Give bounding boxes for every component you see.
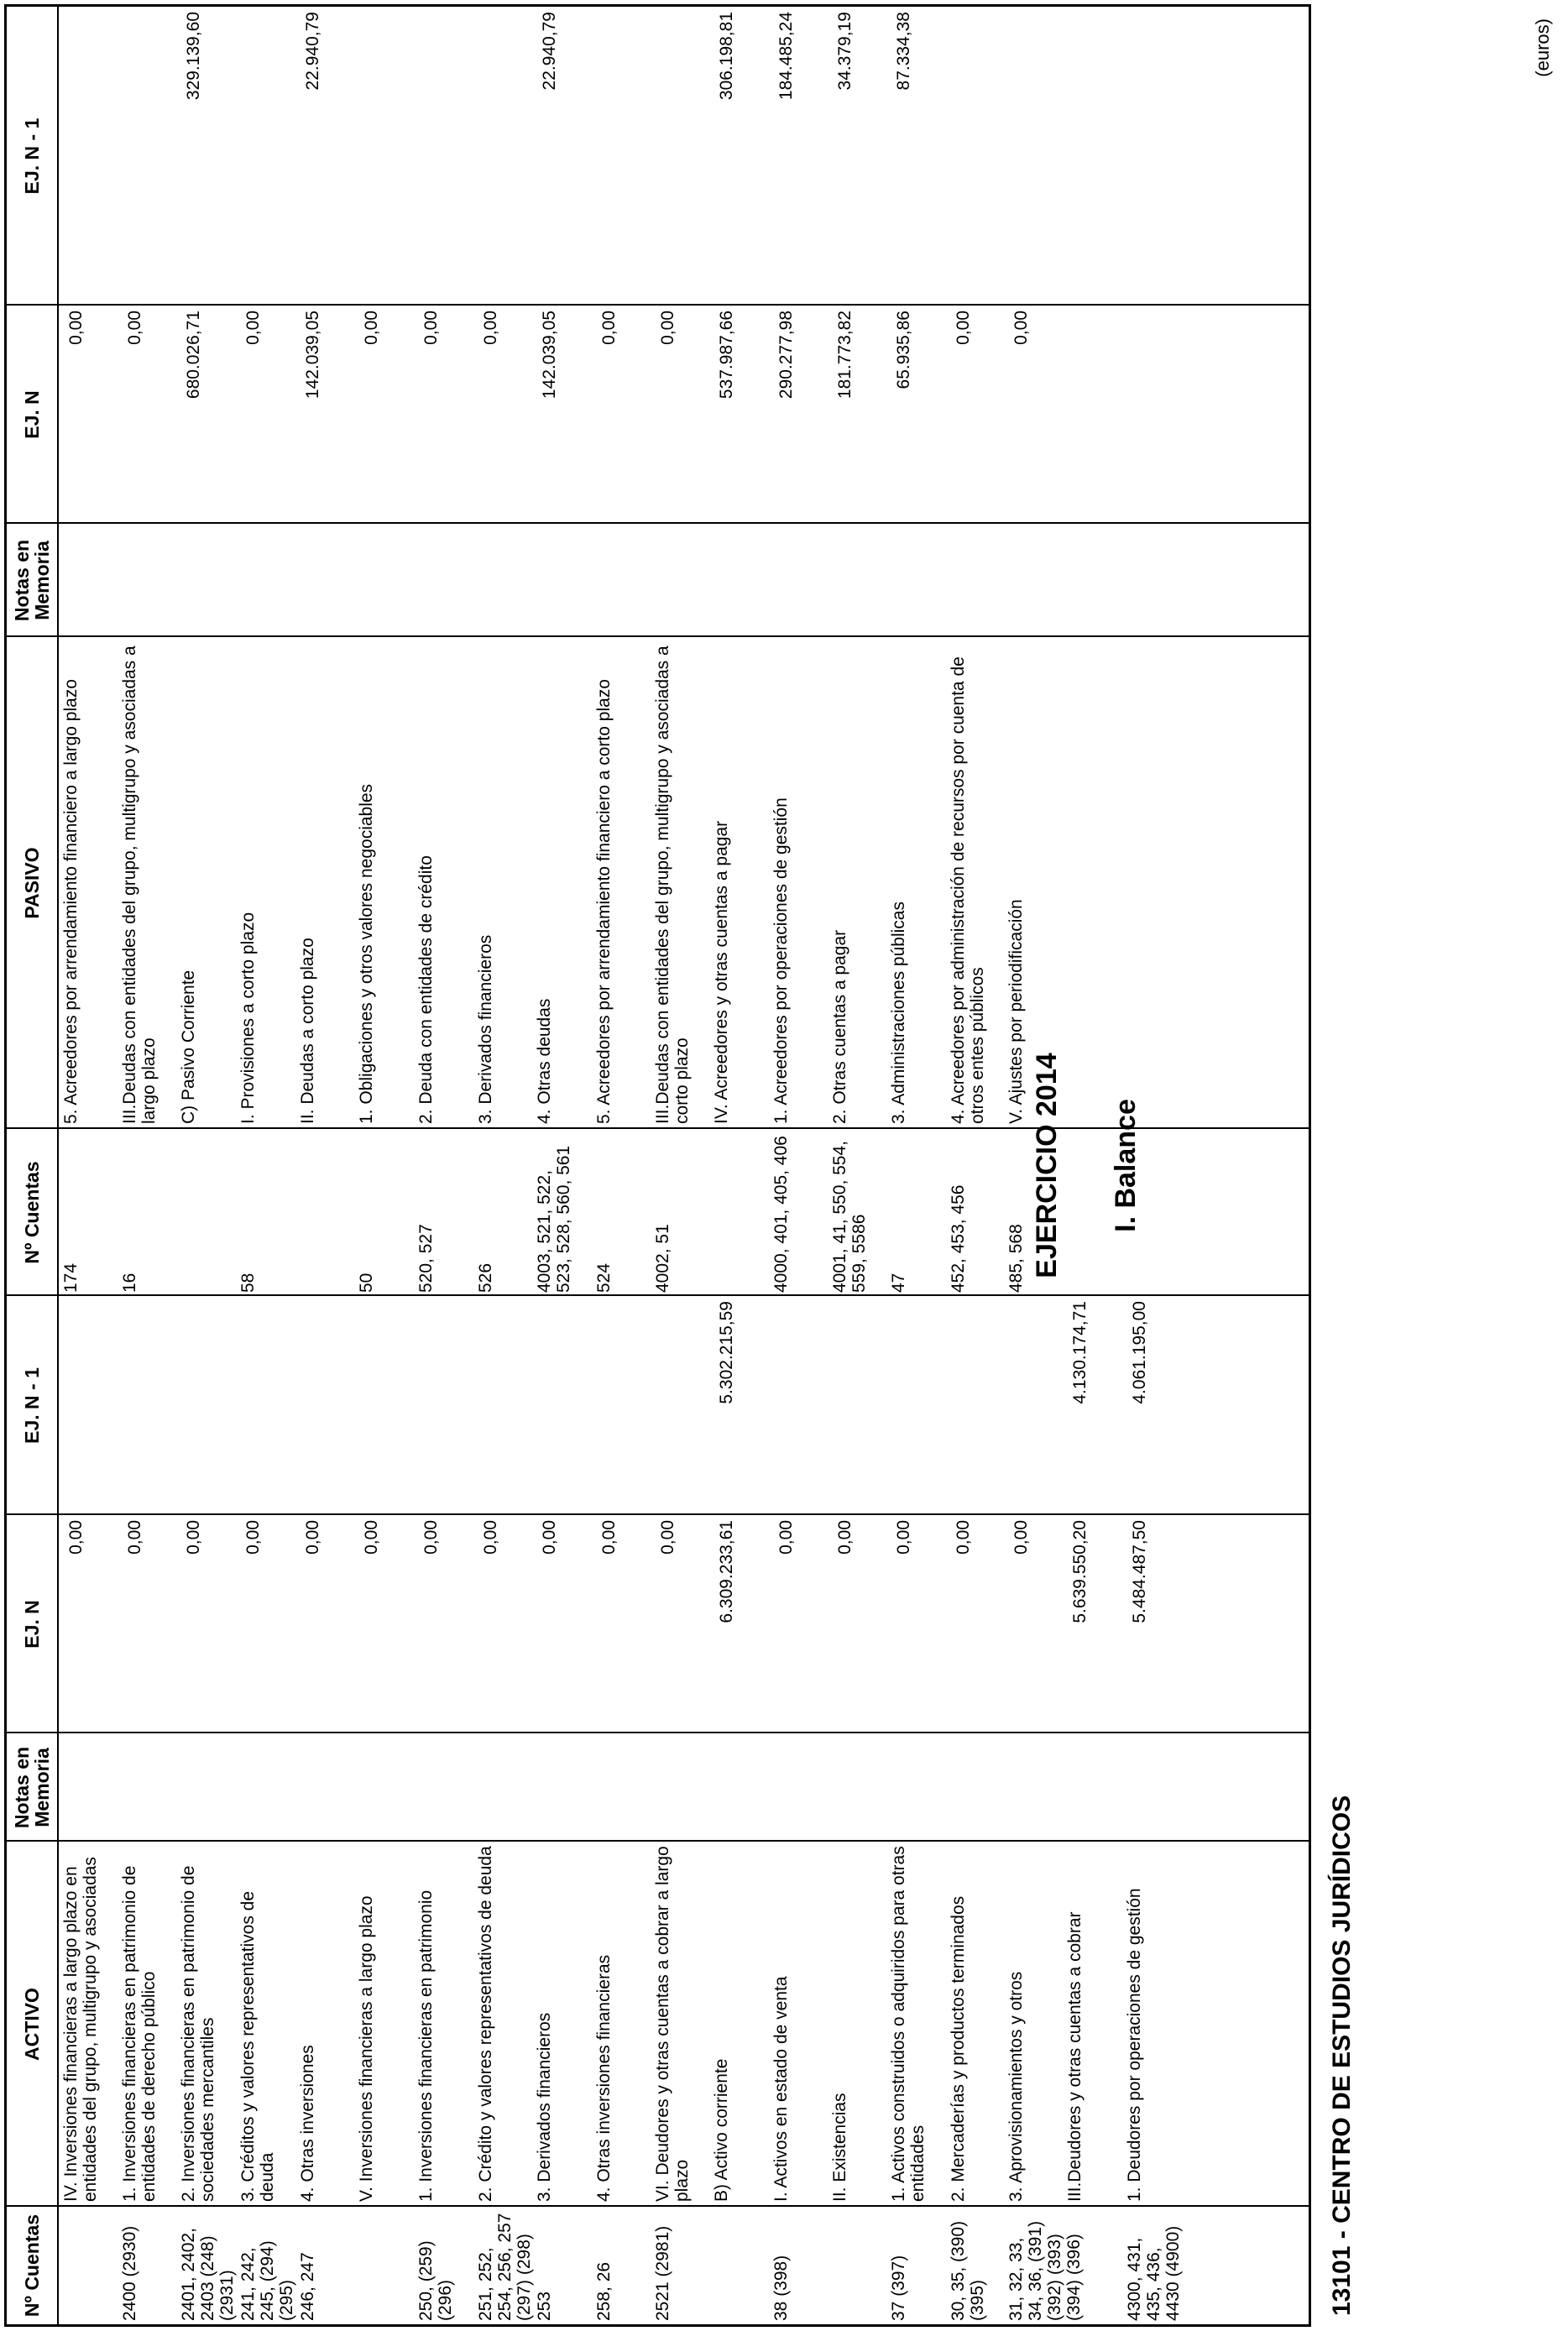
activo-cuentas-cell: 30, 35, (390) (395) xyxy=(949,2220,987,2321)
pasivo-ejn-cell: 0,00 xyxy=(481,311,500,345)
activo-label-cell: 3. Aprovisionamientos y otros xyxy=(1006,1971,1026,2202)
pasivo-cuentas-cell xyxy=(179,1133,237,1293)
pasivo-label-cell: 5. Acreedores por arrendamiento financiero a corto plazo xyxy=(594,679,614,1124)
activo-cuentas-cell: 2400 (2930) xyxy=(120,2225,139,2321)
activo-ejn1-cell xyxy=(835,1301,892,1512)
pasivo-cuentas-cell: 4001, 41, 550, 554, 559, 5586 xyxy=(830,1141,869,1293)
pasivo-cuentas-cell xyxy=(712,1133,770,1293)
pasivo-ejn1-cell xyxy=(481,12,538,302)
pasivo-ejn-cell: 0,00 xyxy=(599,311,619,345)
pasivo-label-cell: II. Deudas a corto plazo xyxy=(298,938,317,1124)
activo-cuentas-cell xyxy=(1065,2210,1123,2321)
pasivo-cuentas-cell: 520, 527 xyxy=(416,1224,436,1293)
pasivo-cuentas-cell: 50 xyxy=(357,1273,376,1293)
activo-ejn1-cell xyxy=(599,1301,656,1512)
pasivo-ejn-cell: 0,00 xyxy=(421,311,441,345)
activo-ejn-cell: 0,00 xyxy=(421,1520,441,1555)
activo-ejn-cell: 0,00 xyxy=(184,1520,203,1555)
col-header-activo-cuentas: Nº Cuentas xyxy=(21,2213,43,2318)
activo-cuentas-cell: 31, 32, 33, 34, 36, (391) (392) (393) (394) (396) xyxy=(1006,2220,1084,2321)
activo-cuentas-cell: 38 (398) xyxy=(771,2255,791,2321)
pasivo-ejn1-cell: 184.485,24 xyxy=(776,12,796,101)
pasivo-cuentas-cell xyxy=(1065,1133,1123,1293)
pasivo-ejn1-cell xyxy=(125,12,182,302)
activo-ejn-cell: 0,00 xyxy=(599,1520,619,1555)
activo-ejn-cell: 5.639.550,20 xyxy=(1070,1520,1090,1623)
activo-cuentas-cell: 251, 252, 254, 256, 257 (297) (298) xyxy=(476,2213,534,2321)
activo-ejn-cell: 0,00 xyxy=(1011,1520,1031,1555)
activo-label-cell: 2. Crédito y valores representativos de deuda xyxy=(476,1846,495,2202)
pasivo-ejn-cell: 0,00 xyxy=(243,311,263,345)
activo-label-cell: 1. Inversiones financieras en patrimonio xyxy=(416,1889,436,2202)
exercise-title: EJERCICIO 2014 xyxy=(1031,1053,1063,1278)
activo-label-cell: 4. Otras inversiones financieras xyxy=(594,1954,614,2202)
pasivo-cuentas-cell: 47 xyxy=(889,1273,908,1293)
activo-cuentas-cell: 246, 247 xyxy=(298,2252,317,2321)
activo-ejn-cell: 0,00 xyxy=(954,1520,973,1555)
pasivo-label-cell: I. Provisiones a corto plazo xyxy=(238,912,258,1124)
pasivo-cuentas-cell: 4003, 521, 522, 523, 528, 560, 561 xyxy=(535,1145,573,1293)
activo-cuentas-cell: 258, 26 xyxy=(594,2261,614,2321)
pasivo-cuentas-cell: 485, 568 xyxy=(1006,1224,1026,1293)
pasivo-ejn1-cell xyxy=(66,12,123,302)
pasivo-ejn-cell: 142.039,05 xyxy=(540,311,559,400)
pasivo-label-cell: IV. Acreedores y otras cuentas a pagar xyxy=(712,820,731,1124)
pasivo-label-cell: 2. Deuda con entidades de crédito xyxy=(416,855,436,1124)
pasivo-ejn-cell: 0,00 xyxy=(125,311,144,345)
activo-cuentas-cell: 250, (259) (296) xyxy=(416,2240,455,2321)
activo-ejn-cell: 0,00 xyxy=(303,1520,322,1555)
pasivo-ejn-cell: 0,00 xyxy=(362,311,381,345)
pasivo-label-cell: 1. Acreedores por operaciones de gestión xyxy=(771,797,791,1124)
activo-ejn1-cell: 4.061.195,00 xyxy=(1130,1301,1149,1404)
activo-cuentas-cell: 4300, 431, 435, 436, 4430 (4900) xyxy=(1125,2225,1183,2321)
pasivo-ejn-cell: 290.277,98 xyxy=(776,311,796,400)
activo-ejn1-cell xyxy=(184,1301,242,1512)
pasivo-ejn-cell: 680.026,71 xyxy=(184,311,203,400)
activo-ejn-cell: 6.309.233,61 xyxy=(717,1520,736,1623)
col-header-pasivo-cuentas: Nº Cuentas xyxy=(21,1161,43,1264)
col-header-activo-ejn: EJ. N xyxy=(21,1600,43,1649)
pasivo-ejn-cell: 0,00 xyxy=(658,311,677,345)
activo-label-cell: IV. Inversiones financieras a largo plazo en entidades del grupo, multigrupo y asociadas xyxy=(61,1857,100,2202)
pasivo-ejn1-cell: 306.198,81 xyxy=(717,12,736,101)
pasivo-ejn-cell: 181.773,82 xyxy=(835,311,855,400)
activo-ejn-cell: 0,00 xyxy=(243,1520,263,1555)
pasivo-cuentas-cell: 58 xyxy=(238,1273,258,1293)
activo-ejn-cell: 0,00 xyxy=(776,1520,796,1555)
activo-label-cell: 3. Derivados financieros xyxy=(535,2012,554,2202)
activo-ejn1-cell: 5.302.215,59 xyxy=(717,1301,736,1404)
pasivo-ejn1-cell: 87.334,38 xyxy=(894,12,913,91)
units-label: (euros) xyxy=(1532,18,1553,77)
activo-ejn-cell: 0,00 xyxy=(835,1520,855,1555)
activo-label-cell: 3. Créditos y valores representativos de deuda xyxy=(238,1890,277,2202)
pasivo-label-cell: C) Pasivo Corriente xyxy=(179,970,198,1124)
activo-cuentas-cell xyxy=(357,2210,415,2321)
pasivo-label-cell: 4. Otras deudas xyxy=(535,998,554,1124)
activo-cuentas-cell xyxy=(830,2210,887,2321)
activo-ejn1-cell xyxy=(303,1301,360,1512)
activo-cuentas-cell xyxy=(61,2210,118,2321)
activo-ejn-cell: 0,00 xyxy=(540,1520,559,1555)
activo-ejn-cell: 5.484.487,50 xyxy=(1130,1520,1149,1623)
pasivo-label-cell: 2. Otras cuentas a pagar xyxy=(830,929,849,1124)
pasivo-cuentas-cell: 16 xyxy=(120,1273,139,1293)
activo-label-cell: II. Existencias xyxy=(830,2093,849,2202)
pasivo-label-cell: 5. Acreedores por arrendamiento financiero a largo plazo xyxy=(61,679,81,1124)
pasivo-label-cell xyxy=(1125,641,1309,1124)
activo-ejn1-cell xyxy=(421,1301,479,1512)
col-header-pasivo-ejn1: EJ. N - 1 xyxy=(21,118,43,195)
pasivo-cuentas-cell: 4000, 401, 405, 406 xyxy=(771,1136,791,1293)
pasivo-ejn-cell xyxy=(1070,311,1128,520)
activo-ejn1-cell xyxy=(125,1301,182,1512)
pasivo-ejn-cell: 0,00 xyxy=(66,311,86,345)
activo-ejn1-cell xyxy=(362,1301,420,1512)
pasivo-ejn1-cell xyxy=(421,12,479,302)
activo-ejn1-cell xyxy=(658,1301,715,1512)
pasivo-cuentas-cell: 452, 453, 456 xyxy=(949,1184,968,1293)
pasivo-ejn1-cell: 329.139,60 xyxy=(184,12,203,101)
pasivo-ejn1-cell xyxy=(1130,12,1315,302)
pasivo-ejn-cell: 65.935,86 xyxy=(894,311,913,389)
pasivo-ejn1-cell: 22.940,79 xyxy=(303,12,322,91)
pasivo-ejn-cell: 537.987,66 xyxy=(717,311,736,400)
activo-ejn1-cell xyxy=(776,1301,834,1512)
pasivo-ejn1-cell xyxy=(243,12,301,302)
activo-ejn-cell: 0,00 xyxy=(362,1520,381,1555)
activo-label-cell: 1. Deudores por operaciones de gestión xyxy=(1125,1888,1144,2202)
activo-ejn-cell: 0,00 xyxy=(481,1520,500,1555)
pasivo-ejn1-cell: 22.940,79 xyxy=(540,12,559,91)
activo-ejn1-cell xyxy=(540,1301,598,1512)
pasivo-ejn1-cell: 34.379,19 xyxy=(835,12,855,91)
col-header-pasivo-ejn: EJ. N xyxy=(21,390,43,439)
activo-label-cell: 2. Mercaderías y productos terminados xyxy=(949,1895,968,2202)
pasivo-cuentas-cell xyxy=(298,1133,355,1293)
pasivo-label-cell: 3. Administraciones públicas xyxy=(889,902,908,1124)
activo-label-cell: V. Inversiones financieras a largo plazo xyxy=(357,1895,376,2202)
pasivo-cuentas-cell: 524 xyxy=(594,1262,614,1293)
pasivo-cuentas-cell: 4002, 51 xyxy=(653,1224,672,1293)
pasivo-cuentas-cell: 526 xyxy=(476,1262,495,1293)
activo-cuentas-cell xyxy=(712,2210,770,2321)
activo-ejn-cell: 0,00 xyxy=(658,1520,677,1555)
activo-label-cell: 1. Activos construidos o adquiridos para otras entidades xyxy=(889,1846,928,2202)
activo-cuentas-cell: 2401, 2402, 2403 (248) (2931) xyxy=(179,2228,237,2321)
col-header-pasivo: PASIVO xyxy=(21,847,43,919)
pasivo-cuentas-cell xyxy=(1125,1133,1309,1293)
pasivo-ejn1-cell xyxy=(362,12,420,302)
pasivo-ejn1-cell xyxy=(1011,12,1069,302)
pasivo-ejn-cell: 0,00 xyxy=(954,311,973,345)
activo-label-cell: III.Deudores y otras cuentas a cobrar xyxy=(1065,1911,1085,2202)
activo-label-cell: I. Activos en estado de venta xyxy=(771,1976,791,2202)
activo-ejn1-cell: 4.130.174,71 xyxy=(1070,1301,1090,1404)
col-header-activo: ACTIVO xyxy=(21,1988,43,2061)
pasivo-label-cell: III.Deudas con entidades del grupo, multigrupo y asociadas a largo plazo xyxy=(120,645,159,1124)
pasivo-label-cell: 4. Acreedores por administración de recursos por cuenta de otros entes públicos xyxy=(949,656,987,1124)
activo-cuentas-cell: 2521 (2981) xyxy=(653,2225,672,2321)
pasivo-ejn1-cell xyxy=(954,12,1010,302)
activo-ejn-cell: 0,00 xyxy=(125,1520,144,1555)
activo-ejn1-cell xyxy=(894,1301,952,1512)
activo-ejn1-cell xyxy=(66,1301,123,1512)
pasivo-label-cell xyxy=(1065,641,1123,1124)
col-header-activo-ejn1: EJ. N - 1 xyxy=(21,1367,43,1444)
activo-label-cell: 2. Inversiones financieras en patrimonio de sociedades mercantiles xyxy=(179,1865,217,2202)
col-header-activo-notas: Notas en Memoria xyxy=(11,1746,53,1829)
pasivo-ejn-cell: 142.039,05 xyxy=(303,311,322,400)
balance-table xyxy=(4,4,1311,2327)
pasivo-label-cell: 1. Obligaciones y otros valores negociables xyxy=(357,783,376,1124)
activo-label-cell: B) Activo corriente xyxy=(712,2058,731,2202)
pasivo-label-cell: III.Deudas con entidades del grupo, multigrupo y asociadas a corto plazo xyxy=(653,645,692,1124)
activo-ejn1-cell xyxy=(1011,1301,1069,1512)
activo-label-cell: 4. Otras inversiones xyxy=(298,2045,317,2202)
activo-ejn-cell: 0,00 xyxy=(66,1520,86,1555)
pasivo-ejn-cell: 0,00 xyxy=(1011,311,1031,345)
activo-ejn-cell: 0,00 xyxy=(894,1520,913,1555)
activo-ejn1-cell xyxy=(481,1301,538,1512)
pasivo-ejn-cell xyxy=(1130,311,1315,520)
activo-cuentas-cell: 241, 242, 245, (294) (295) xyxy=(238,2240,296,2321)
pasivo-label-cell: 3. Derivados financieros xyxy=(476,934,495,1124)
pasivo-ejn1-cell xyxy=(599,12,656,302)
pasivo-cuentas-cell: 174 xyxy=(61,1262,81,1293)
activo-cuentas-cell: 253 xyxy=(535,2291,554,2321)
activo-cuentas-cell: 37 (397) xyxy=(889,2255,908,2321)
activo-ejn1-cell xyxy=(243,1301,301,1512)
activo-label-cell: VI. Deudores y otras cuentas a cobrar a largo plazo xyxy=(653,1846,692,2202)
col-header-pasivo-notas: Notas en Memoria xyxy=(11,539,53,622)
report-title: I. Balance xyxy=(1110,1099,1142,1232)
activo-ejn1-cell xyxy=(954,1301,1010,1512)
center-title: 13101 - CENTRO DE ESTUDIOS JURÍDICOS xyxy=(1328,1795,1356,2316)
pasivo-label-cell: V. Ajustes por periodificación xyxy=(1006,899,1026,1124)
pasivo-ejn1-cell xyxy=(1070,12,1128,302)
pasivo-ejn1-cell xyxy=(658,12,715,302)
activo-label-cell: 1. Inversiones financieras en patrimonio de entidades de derecho público xyxy=(120,1865,159,2202)
